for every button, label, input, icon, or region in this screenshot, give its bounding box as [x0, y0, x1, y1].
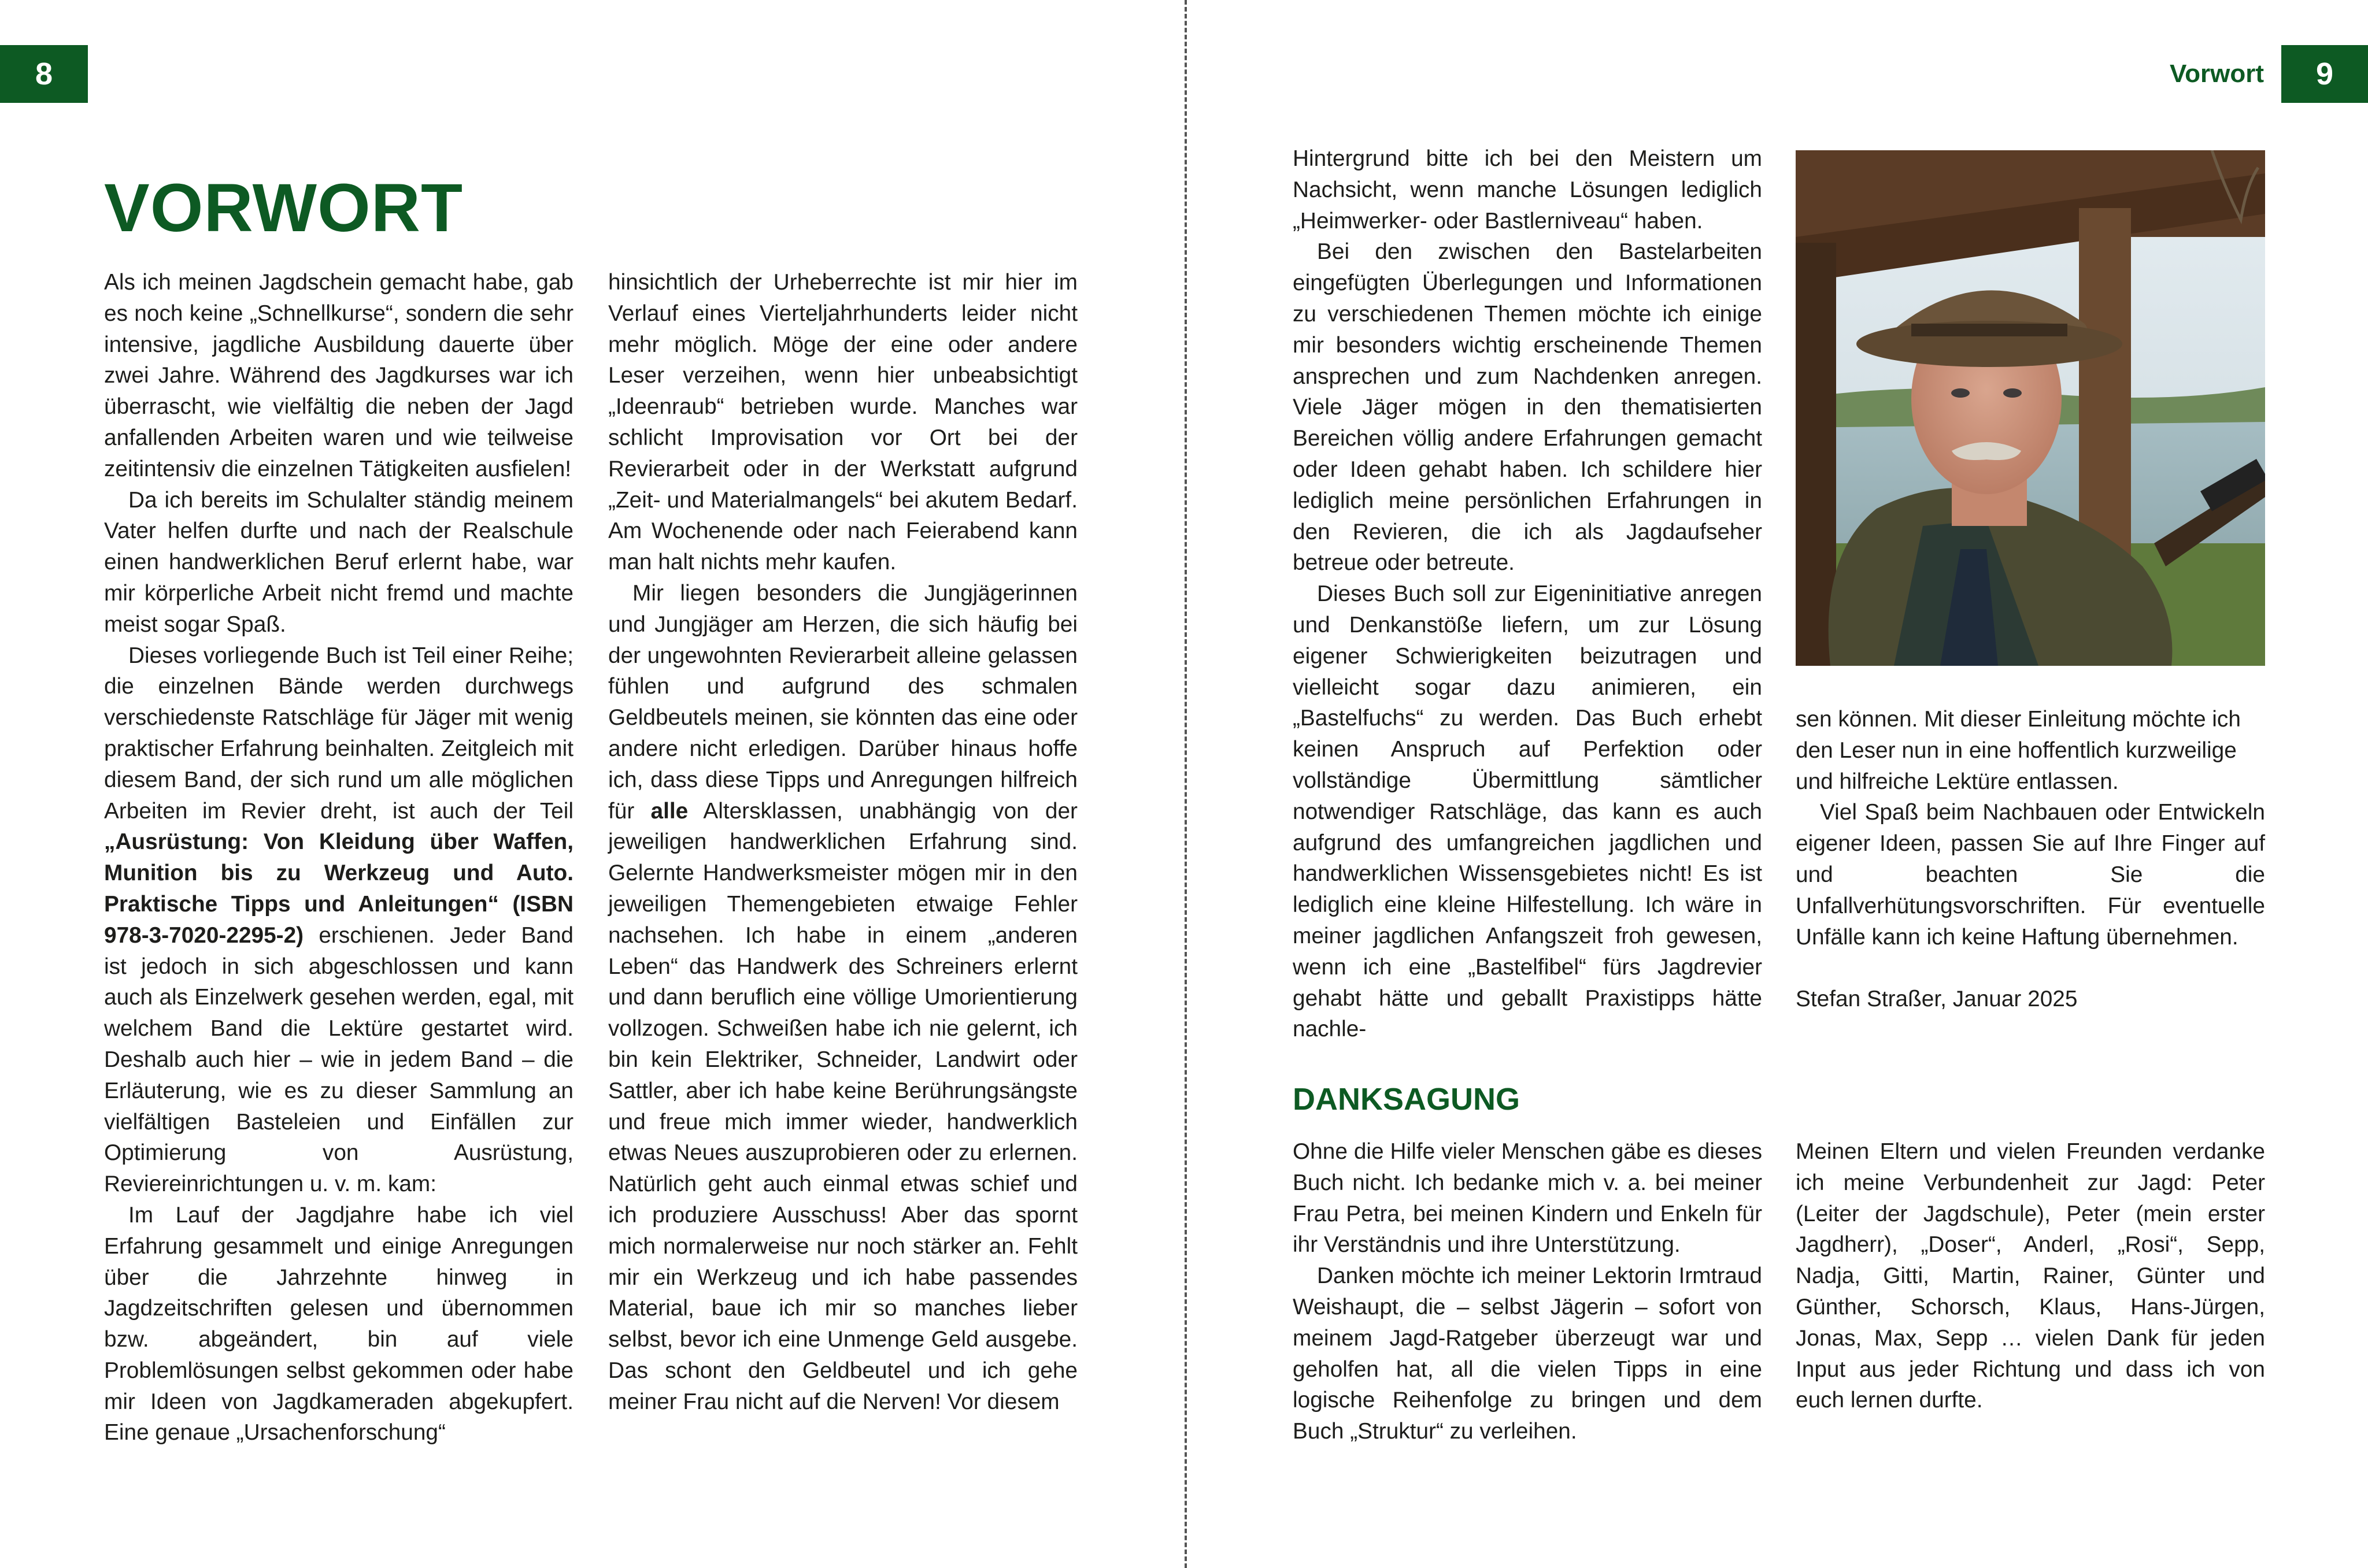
- text-column-5: [1293, 1136, 1762, 1447]
- page-number-left: 8: [0, 45, 88, 103]
- paragraph: Viel Spaß beim Nachbauen oder Entwickeln eigener Ideen, passen Sie auf Ihre Finger auf und beachten Sie die Unfallverhütungsvorschriften. Für eventuelle Unfälle kann ich keine Haftung übernehmen.: [1796, 800, 2265, 950]
- chapter-title: VORWORT: [104, 170, 464, 246]
- text-column-3: [1293, 143, 1762, 1045]
- page-number-right: 9: [2281, 45, 2368, 103]
- emphasis-bold: alle: [650, 798, 689, 824]
- paragraph: Da ich bereits im Schulalter ständig meinem Vater helfen durfte und nach der Realschule einen handwerklichen Beruf erlernt habe, war mir körperliche Arbeit nicht fremd und machte meist sogar Spaß.: [104, 487, 574, 637]
- paragraph: Ohne die Hilfe vieler Menschen gäbe es dieses Buch nicht. Ich bedanke mich v. a. bei meiner Frau Petra, bei meinen Kindern und Enkeln für ihr Verständnis und ihre Unterstützung.: [1293, 1139, 1762, 1258]
- text-column-4: [1796, 704, 2265, 1015]
- page-gutter-divider: [1185, 0, 1187, 1568]
- author-photo: [1796, 150, 2265, 666]
- paragraph: Meinen Eltern und vielen Freunden verdanke ich meine Verbundenheit zur Jagd: Peter (Leiter der Jagdschule), Peter (mein erster Jagdherr), „Doser“, Anderl, „Rosi“, Sepp, Nadja, Gitti, Martin, Rainer, Günter und Günther, Schorsch, Klaus, Hans-Jürgen, Jonas, Max, Sepp … vielen Dank für jeden Input aus jeder Richtung und dass ich von euch lernen durfte.: [1796, 1139, 2265, 1413]
- text-run: erschienen. Jeder Band ist jedoch in sich abgeschlossen und kann auch als Einzelwerk gesehen werden, egal, mit welchem Band die Lektüre gestartet wird. Deshalb auch hier – wie in jedem Band – die Erläuterung, wie es zu dieser Sammlung an vielfältigen Basteleien und Einfällen zur Optimierung von Ausrüstung, Reviereinrichtungen u. v. m. kam:: [104, 922, 574, 1197]
- paragraph: Danken möchte ich meiner Lektorin Irmtraud Weishaupt, die – selbst Jägerin – sofort von meinem Jagd-Ratgeber überzeugt war und geholfen hat, all die vielen Tipps in eine logische Reihenfolge zu bringen und dem Buch „Struktur“ zu verleihen.: [1293, 1263, 1762, 1444]
- text-column-6: [1796, 1136, 2265, 1416]
- paragraph: [104, 640, 574, 1200]
- paragraph: Hintergrund bitte ich bei den Meistern um Nachsicht, wenn manche Lösungen lediglich „Heimwerker- oder Bastlerniveau“ haben.: [1293, 146, 1762, 233]
- text-column-2: [608, 267, 1078, 1417]
- section-title-danksagung: DANKSAGUNG: [1293, 1082, 1520, 1117]
- paragraph: Als ich meinen Jagdschein gemacht habe, gab es noch keine „Schnellkurse“, sondern die sehr intensive, jagdliche Ausbildung dauerte über zwei Jahre. Während des Jagdkurses war ich überrascht, wie vielfältig die neben der Jagd anfallenden Arbeiten waren und wie teilweise zeitintensiv die einzelnen Tätigkeiten ausfielen!: [104, 270, 574, 481]
- author-signature: Stefan Straßer, Januar 2025: [1796, 987, 2078, 1012]
- book-reference-bold: „Ausrüstung: Von Kleidung über Waffen, Munition bis zu Werkzeug und Auto. Praktische Tipps und Anleitungen“ (ISBN 978-3-7020-2295-2): [104, 829, 574, 948]
- paragraph: Dieses Buch soll zur Eigeninitiative anregen und Denkanstöße liefern, um zur Lösung eigener Schwierigkeiten beizutragen und vielleicht sogar dazu animieren, ein „Bastelfuchs“ zu werden. Das Buch erhebt keinen Anspruch auf Perfektion oder vollständige Übermittlung sämtlicher notwendiger Ratschläge, das kann es auch aufgrund des umfangreichen jagdlichen und handwerklichen Wissensgebietes nicht! Es ist lediglich eine kleine Hilfestellung. Ich wäre in meiner jagdlichen Anfangszeit froh gewesen, wenn ich eine „Bastelfibel“ fürs Jagdrevier gehabt hätte und geballt Praxistipps hätte nachle-: [1293, 581, 1762, 1042]
- paragraph: hinsichtlich der Urheberrechte ist mir hier im Verlauf eines Vierteljahrhunderts leider nicht mehr möglich. Möge der eine oder andere Leser verzeihen, wenn hier unbeabsichtigt „Ideenraub“ betrieben wurde. Manches war schlicht Improvisation vor Ort bei der Revierarbeit oder in der Werkstatt aufgrund „Zeit- und Materialmangels“ bei akutem Bedarf. Am Wochenende oder nach Feierabend kann man halt nichts mehr kaufen.: [608, 270, 1078, 575]
- text-run: Dieses vorliegende Buch ist Teil einer Reihe; die einzelnen Bände werden durchwegs verschiedenste Ratschläge für Jäger mit wenig praktischer Erfahrung beinhalten. Zeitgleich mit diesem Band, der sich rund um alle möglichen Arbeiten im Revier dreht, ist auch der Teil: [104, 643, 574, 824]
- author-photo-image: [1796, 150, 2265, 666]
- paragraph: Bei den zwischen den Bastelarbeiten eingefügten Überlegungen und Informationen zu verschiedenen Themen möchte ich einige mir besonders wichtig erscheinende Themen ansprechen und zum Nachdenken anregen. Viele Jäger mögen in den thematisierten Bereichen völlig andere Erfahrungen gemacht oder Ideen gehabt haben. Ich schildere hier lediglich meine persönlichen Erfahrungen in den Revieren, die ich als Jagdaufseher betreue oder betreute.: [1293, 239, 1762, 576]
- text-column-1: [104, 267, 574, 1448]
- text-run: Mir liegen besonders die Jungjägerinnen und Jungjäger am Herzen, die sich häufig bei der ungewohnten Revierarbeit alleine gelassen fühlen und aufgrund des schmalen Geldbeutels meinen, sie könnten das eine oder andere nicht erledigen. Darüber hinaus hoffe ich, dass diese Tipps und Anregungen hilfreich für: [608, 580, 1078, 824]
- paragraph: [608, 578, 1078, 1418]
- paragraph: Im Lauf der Jagdjahre habe ich viel Erfahrung gesammelt und einige Anregungen über die Jahrzehnte hinweg in Jagdzeitschriften gelesen und übernommen bzw. abgeändert, bin auf viele Problemlösungen selbst gekommen oder habe mir Ideen von Jagdkameraden abgekupfert. Eine genaue „Ursachenforschung“: [104, 1202, 574, 1445]
- running-head: Vorwort: [2170, 60, 2264, 88]
- paragraph: sen können. Mit dieser Einleitung möchte ich den Leser nun in eine hoffentlich kurzweilige und hilfreiche Lektüre entlassen.: [1796, 707, 2241, 794]
- text-run: Altersklassen, unabhängig von der jeweiligen handwerklichen Erfahrung sind. Gelernte Handwerksmeister mögen mir in den jeweiligen Themengebieten etwaige Fehler nachsehen. Ich habe in einem „anderen Leben“ das Handwerk des Schreiners erlernt und dann beruflich eine völlige Umorientierung vollzogen. Schweißen habe ich nie gelernt, ich bin kein Elektriker, Schneider, Landwirt oder Sattler, aber ich habe keine Berührungsängste und freue mich immer wieder, handwerklich etwas Neues auszuprobieren oder zu erlernen. Natürlich geht auch einmal etwas schief und ich produziere Ausschuss! Aber das spornt mich normalerweise nur noch stärker an. Fehlt mir ein Werkzeug und ich habe passendes Material, baue ich mir so manches lieber selbst, bevor ich eine Unmenge Geld ausgebe. Das schont den Geldbeutel und ich gehe meiner Frau nicht auf die Nerven! Vor diesem: [608, 798, 1078, 1414]
